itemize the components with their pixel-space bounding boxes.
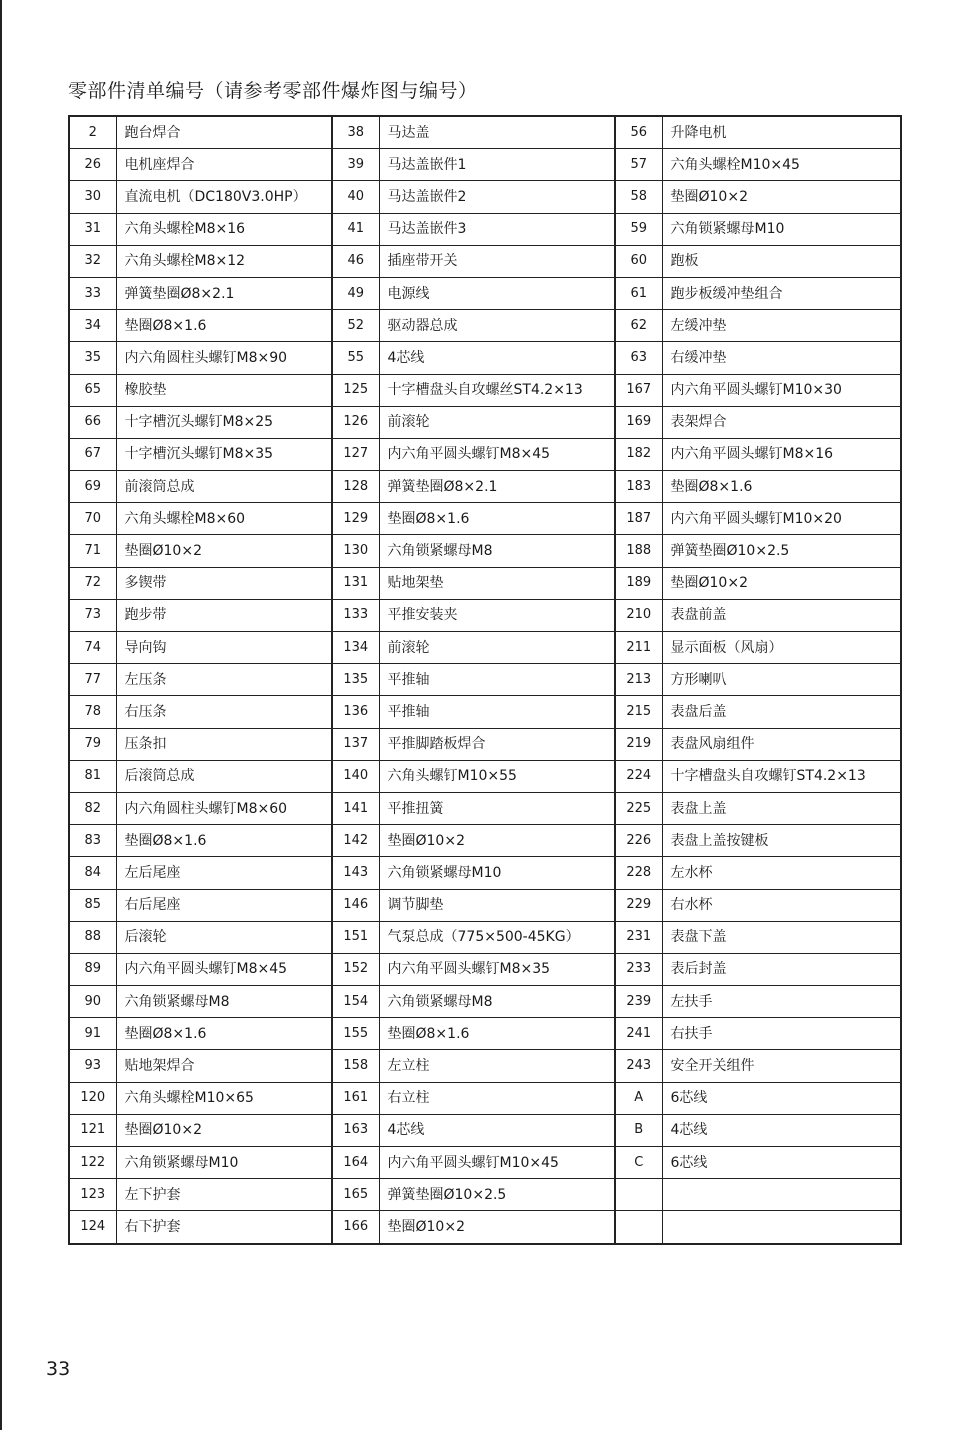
part-name: 六角头螺栓M10×45: [662, 149, 901, 181]
part-name: 内六角平圆头螺钉M8×35: [379, 953, 615, 985]
part-number: 243: [615, 1050, 662, 1082]
part-name: 内六角平圆头螺钉M10×20: [662, 503, 901, 535]
part-number: 166: [332, 1211, 379, 1244]
table-row: [69, 1082, 901, 1114]
part-name: 表盘下盖: [662, 921, 901, 953]
part-name: 右扶手: [662, 1018, 901, 1050]
parts-table: [68, 115, 902, 1245]
part-number: 151: [332, 921, 379, 953]
part-number: 239: [615, 986, 662, 1018]
part-name: 马达盖嵌件3: [379, 213, 615, 245]
part-number: 61: [615, 277, 662, 309]
part-number: 164: [332, 1147, 379, 1179]
part-number: 128: [332, 471, 379, 503]
part-number: 122: [69, 1147, 116, 1179]
part-name: 后滚筒总成: [116, 760, 332, 792]
part-number: 83: [69, 825, 116, 857]
table-row: [69, 1147, 901, 1179]
part-number: 32: [69, 245, 116, 277]
part-name: 4芯线: [379, 342, 615, 374]
table-row: [69, 953, 901, 985]
part-name: 十字槽沉头螺钉M8×25: [116, 406, 332, 438]
table-row: [69, 535, 901, 567]
part-name: 内六角平圆头螺钉M10×30: [662, 374, 901, 406]
part-number: A: [615, 1082, 662, 1114]
part-number: 169: [615, 406, 662, 438]
part-number: 189: [615, 567, 662, 599]
part-number: 46: [332, 245, 379, 277]
part-number: 85: [69, 889, 116, 921]
part-number: 38: [332, 116, 379, 149]
part-name: 多锲带: [116, 567, 332, 599]
part-name: 左水杯: [662, 857, 901, 889]
part-name: 跑步板缓冲垫组合: [662, 277, 901, 309]
table-row: [69, 986, 901, 1018]
part-number: 163: [332, 1114, 379, 1146]
table-row: [69, 889, 901, 921]
part-number: [615, 1211, 662, 1244]
part-name: 六角头螺栓M8×60: [116, 503, 332, 535]
part-number: 55: [332, 342, 379, 374]
part-name: 六角头螺栓M8×12: [116, 245, 332, 277]
part-name: 调节脚垫: [379, 889, 615, 921]
part-name: 六角锁紧螺母M10: [116, 1147, 332, 1179]
part-number: 93: [69, 1050, 116, 1082]
part-name: 内六角平圆头螺钉M8×16: [662, 438, 901, 470]
part-name: 左缓冲垫: [662, 310, 901, 342]
part-number: 82: [69, 792, 116, 824]
part-number: 211: [615, 632, 662, 664]
part-number: 81: [69, 760, 116, 792]
part-name: 表架焊合: [662, 406, 901, 438]
part-name: 内六角平圆头螺钉M8×45: [379, 438, 615, 470]
part-number: 62: [615, 310, 662, 342]
part-number: 71: [69, 535, 116, 567]
part-name: 六角头螺栓M8×16: [116, 213, 332, 245]
part-name: 左下护套: [116, 1179, 332, 1211]
part-number: 136: [332, 696, 379, 728]
part-name: 驱动器总成: [379, 310, 615, 342]
part-number: 73: [69, 599, 116, 631]
table-row: [69, 792, 901, 824]
part-name: 插座带开关: [379, 245, 615, 277]
part-number: 70: [69, 503, 116, 535]
part-name: 气泵总成（775×500-45KG）: [379, 921, 615, 953]
part-name: 右水杯: [662, 889, 901, 921]
part-number: 146: [332, 889, 379, 921]
part-name: 后滚轮: [116, 921, 332, 953]
part-name: 压条扣: [116, 728, 332, 760]
part-number: 161: [332, 1082, 379, 1114]
page-number: 33: [46, 1358, 71, 1380]
part-number: 89: [69, 953, 116, 985]
part-name: 垫圈Ø8×1.6: [116, 1018, 332, 1050]
part-name: [662, 1211, 901, 1244]
part-number: 49: [332, 277, 379, 309]
part-name: 六角锁紧螺母M10: [379, 857, 615, 889]
part-name: 直流电机（DC180V3.0HP）: [116, 181, 332, 213]
part-name: 弹簧垫圈Ø8×2.1: [379, 471, 615, 503]
part-name: 跑台焊合: [116, 116, 332, 149]
part-number: 34: [69, 310, 116, 342]
table-row: [69, 825, 901, 857]
part-name: 表盘风扇组件: [662, 728, 901, 760]
part-number: 121: [69, 1114, 116, 1146]
part-number: 125: [332, 374, 379, 406]
part-number: 215: [615, 696, 662, 728]
table-row: [69, 116, 901, 149]
part-name: 平推脚踏板焊合: [379, 728, 615, 760]
table-row: [69, 374, 901, 406]
table-row: [69, 1050, 901, 1082]
part-name: 前滚筒总成: [116, 471, 332, 503]
part-number: 127: [332, 438, 379, 470]
part-number: 226: [615, 825, 662, 857]
part-name: 内六角圆柱头螺钉M8×60: [116, 792, 332, 824]
table-row: [69, 213, 901, 245]
part-name: 垫圈Ø8×1.6: [379, 1018, 615, 1050]
part-number: 135: [332, 664, 379, 696]
part-name: 前滚轮: [379, 632, 615, 664]
part-name: 六角锁紧螺母M8: [116, 986, 332, 1018]
part-name: 表盘上盖: [662, 792, 901, 824]
part-number: 26: [69, 149, 116, 181]
parts-table-body: [69, 116, 901, 1244]
part-name: 垫圈Ø10×2: [379, 825, 615, 857]
part-name: 表盘后盖: [662, 696, 901, 728]
table-row: [69, 406, 901, 438]
part-number: 33: [69, 277, 116, 309]
part-name: 跑板: [662, 245, 901, 277]
part-name: 表盘上盖按键板: [662, 825, 901, 857]
part-name: 六角锁紧螺母M8: [379, 535, 615, 567]
part-name: 右后尾座: [116, 889, 332, 921]
part-name: 垫圈Ø10×2: [116, 535, 332, 567]
part-name: 表盘前盖: [662, 599, 901, 631]
part-number: 241: [615, 1018, 662, 1050]
part-name: 平推轴: [379, 664, 615, 696]
part-name: 垫圈Ø10×2: [116, 1114, 332, 1146]
part-number: B: [615, 1114, 662, 1146]
part-name: 显示面板（风扇）: [662, 632, 901, 664]
table-row: [69, 632, 901, 664]
part-name: 垫圈Ø10×2: [662, 567, 901, 599]
table-row: [69, 857, 901, 889]
part-number: 158: [332, 1050, 379, 1082]
part-number: 155: [332, 1018, 379, 1050]
part-number: 188: [615, 535, 662, 567]
table-row: [69, 1179, 901, 1211]
part-name: 马达盖嵌件1: [379, 149, 615, 181]
part-number: 84: [69, 857, 116, 889]
part-number: 134: [332, 632, 379, 664]
table-row: [69, 149, 901, 181]
part-number: 79: [69, 728, 116, 760]
table-row: [69, 181, 901, 213]
part-number: 67: [69, 438, 116, 470]
part-name: [662, 1179, 901, 1211]
part-number: 225: [615, 792, 662, 824]
part-number: 140: [332, 760, 379, 792]
page-title: 零部件清单编号（请参考零部件爆炸图与编号）: [68, 80, 478, 102]
part-number: 57: [615, 149, 662, 181]
part-number: [615, 1179, 662, 1211]
part-number: 187: [615, 503, 662, 535]
part-number: 124: [69, 1211, 116, 1244]
part-number: 182: [615, 438, 662, 470]
table-row: [69, 599, 901, 631]
table-row: [69, 567, 901, 599]
part-number: 219: [615, 728, 662, 760]
part-name: 垫圈Ø8×1.6: [662, 471, 901, 503]
part-name: 左压条: [116, 664, 332, 696]
part-name: 右压条: [116, 696, 332, 728]
part-number: 2: [69, 116, 116, 149]
part-name: 内六角圆柱头螺钉M8×90: [116, 342, 332, 374]
part-name: 马达盖嵌件2: [379, 181, 615, 213]
part-name: 左后尾座: [116, 857, 332, 889]
part-number: 77: [69, 664, 116, 696]
part-number: 141: [332, 792, 379, 824]
part-number: 131: [332, 567, 379, 599]
table-row: [69, 1114, 901, 1146]
part-name: 方形喇叭: [662, 664, 901, 696]
part-number: 130: [332, 535, 379, 567]
part-number: 126: [332, 406, 379, 438]
part-number: 167: [615, 374, 662, 406]
part-name: 升降电机: [662, 116, 901, 149]
part-number: 133: [332, 599, 379, 631]
table-row: [69, 696, 901, 728]
part-number: 233: [615, 953, 662, 985]
part-name: 4芯线: [379, 1114, 615, 1146]
part-name: 平推安装夹: [379, 599, 615, 631]
part-number: 66: [69, 406, 116, 438]
part-number: 91: [69, 1018, 116, 1050]
part-name: 右缓冲垫: [662, 342, 901, 374]
part-name: 垫圈Ø10×2: [379, 1211, 615, 1244]
part-name: 平推轴: [379, 696, 615, 728]
table-row: [69, 1211, 901, 1244]
part-number: 137: [332, 728, 379, 760]
table-row: [69, 1018, 901, 1050]
part-number: 69: [69, 471, 116, 503]
part-name: 导向钩: [116, 632, 332, 664]
part-number: 88: [69, 921, 116, 953]
table-row: [69, 921, 901, 953]
part-name: 十字槽盘头自攻螺钉ST4.2×13: [662, 760, 901, 792]
part-number: 56: [615, 116, 662, 149]
part-name: 跑步带: [116, 599, 332, 631]
part-number: 63: [615, 342, 662, 374]
table-row: [69, 760, 901, 792]
part-name: 十字槽沉头螺钉M8×35: [116, 438, 332, 470]
part-number: 224: [615, 760, 662, 792]
part-name: 贴地架垫: [379, 567, 615, 599]
part-name: 弹簧垫圈Ø8×2.1: [116, 277, 332, 309]
part-number: 52: [332, 310, 379, 342]
part-number: 120: [69, 1082, 116, 1114]
table-row: [69, 310, 901, 342]
part-number: 123: [69, 1179, 116, 1211]
part-number: 31: [69, 213, 116, 245]
part-name: 右立柱: [379, 1082, 615, 1114]
part-name: 4芯线: [662, 1114, 901, 1146]
part-name: 马达盖: [379, 116, 615, 149]
table-row: [69, 245, 901, 277]
part-name: 垫圈Ø8×1.6: [379, 503, 615, 535]
part-name: 内六角平圆头螺钉M8×45: [116, 953, 332, 985]
part-number: 35: [69, 342, 116, 374]
part-name: 电源线: [379, 277, 615, 309]
part-name: 内六角平圆头螺钉M10×45: [379, 1147, 615, 1179]
part-name: 贴地架焊合: [116, 1050, 332, 1082]
part-name: 垫圈Ø8×1.6: [116, 825, 332, 857]
table-row: [69, 664, 901, 696]
part-number: 142: [332, 825, 379, 857]
part-number: 74: [69, 632, 116, 664]
part-number: 39: [332, 149, 379, 181]
part-number: 59: [615, 213, 662, 245]
part-number: C: [615, 1147, 662, 1179]
part-name: 六角头螺钉M10×55: [379, 760, 615, 792]
part-name: 前滚轮: [379, 406, 615, 438]
part-number: 231: [615, 921, 662, 953]
part-name: 橡胶垫: [116, 374, 332, 406]
part-name: 弹簧垫圈Ø10×2.5: [379, 1179, 615, 1211]
part-number: 229: [615, 889, 662, 921]
part-number: 90: [69, 986, 116, 1018]
part-number: 72: [69, 567, 116, 599]
table-row: [69, 728, 901, 760]
part-name: 平推扭簧: [379, 792, 615, 824]
part-number: 154: [332, 986, 379, 1018]
part-name: 6芯线: [662, 1147, 901, 1179]
part-name: 垫圈Ø8×1.6: [116, 310, 332, 342]
part-number: 152: [332, 953, 379, 985]
table-row: [69, 342, 901, 374]
part-name: 6芯线: [662, 1082, 901, 1114]
part-number: 58: [615, 181, 662, 213]
part-number: 129: [332, 503, 379, 535]
part-name: 垫圈Ø10×2: [662, 181, 901, 213]
part-name: 右下护套: [116, 1211, 332, 1244]
part-number: 183: [615, 471, 662, 503]
part-number: 165: [332, 1179, 379, 1211]
part-name: 左立柱: [379, 1050, 615, 1082]
part-number: 143: [332, 857, 379, 889]
part-name: 弹簧垫圈Ø10×2.5: [662, 535, 901, 567]
part-number: 78: [69, 696, 116, 728]
part-number: 213: [615, 664, 662, 696]
part-name: 六角锁紧螺母M10: [662, 213, 901, 245]
part-number: 65: [69, 374, 116, 406]
part-name: 表后封盖: [662, 953, 901, 985]
part-name: 六角头螺栓M10×65: [116, 1082, 332, 1114]
table-row: [69, 277, 901, 309]
part-number: 40: [332, 181, 379, 213]
table-row: [69, 503, 901, 535]
part-name: 安全开关组件: [662, 1050, 901, 1082]
part-name: 六角锁紧螺母M8: [379, 986, 615, 1018]
part-number: 41: [332, 213, 379, 245]
table-row: [69, 471, 901, 503]
part-number: 228: [615, 857, 662, 889]
part-number: 210: [615, 599, 662, 631]
part-name: 电机座焊合: [116, 149, 332, 181]
left-page-edge: [0, 0, 2, 1430]
part-number: 60: [615, 245, 662, 277]
part-number: 30: [69, 181, 116, 213]
table-row: [69, 438, 901, 470]
part-name: 左扶手: [662, 986, 901, 1018]
part-name: 十字槽盘头自攻螺丝ST4.2×13: [379, 374, 615, 406]
